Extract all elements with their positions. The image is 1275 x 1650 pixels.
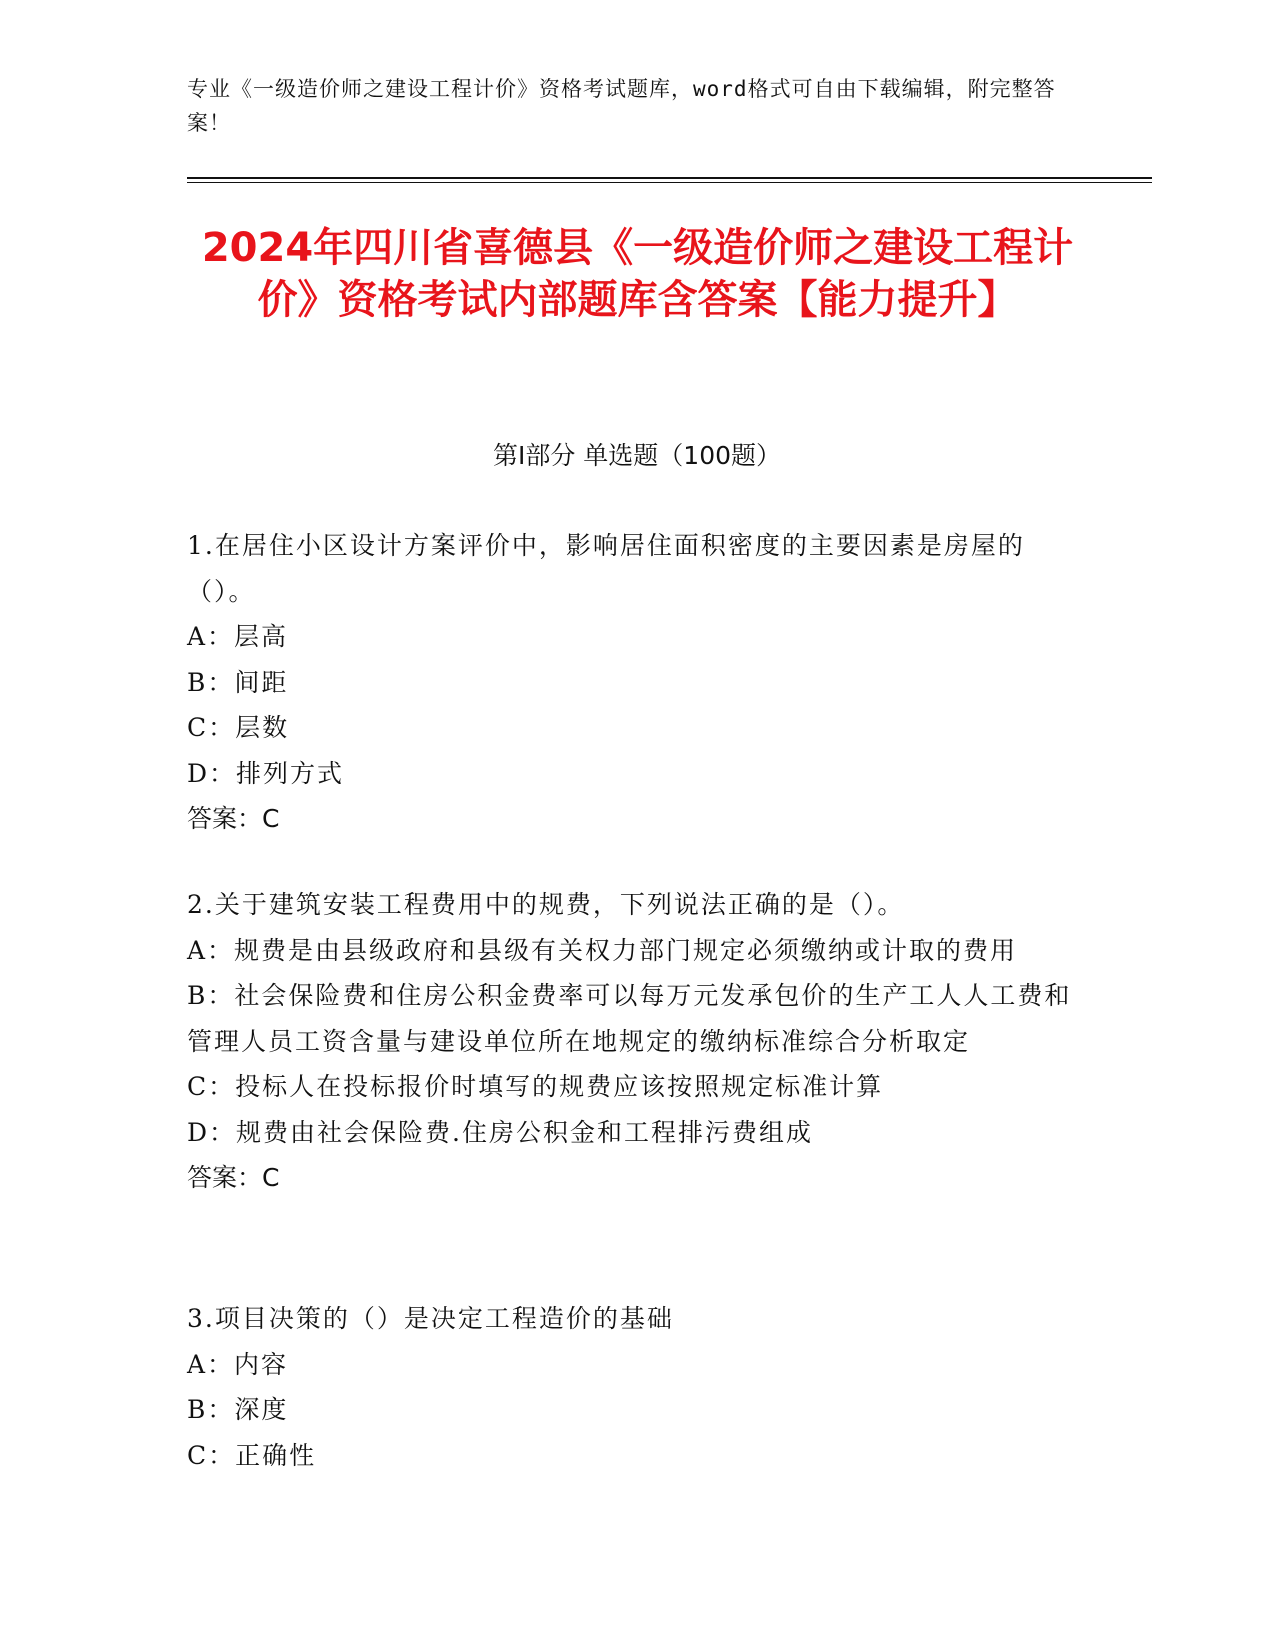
header-divider: [187, 177, 1152, 179]
question-stem: 1.在居住小区设计方案评价中，影响居住面积密度的主要因素是房屋的（）。: [187, 531, 1025, 606]
document-title: 2024年四川省喜德县《一级造价师之建设工程计价》资格考试内部题库含答案【能力提升】: [201, 225, 1074, 323]
section-heading: 第Ⅰ部分 单选题（100题）: [492, 441, 782, 470]
option-d: D：规费由社会保险费.住房公积金和工程排污费组成: [187, 1117, 813, 1147]
option-a: A：内容: [187, 1349, 289, 1379]
answer: 答案：C: [187, 1163, 280, 1192]
option-d: D：排列方式: [187, 758, 345, 788]
header-note: 专业《一级造价师之建设工程计价》资格考试题库，word格式可自由下载编辑，附完整答案！: [187, 77, 1056, 135]
header-divider-thin: [187, 182, 1152, 183]
option-c: C：投标人在投标报价时填写的规费应该按照规定标准计算: [187, 1072, 884, 1101]
option-c: C：层数: [187, 713, 290, 742]
option-b: B：社会保险费和住房公积金费率可以每万元发承包价的生产工人人工费和管理人员工资含量与建设单位所在地规定的缴纳标准综合分析取定: [187, 981, 1072, 1056]
option-a: A：层高: [187, 622, 289, 651]
question-2: [187, 882, 1087, 1201]
option-b: B：深度: [187, 1395, 289, 1424]
question-3: [187, 1296, 1087, 1478]
option-a: A：规费是由县级政府和县级有关权力部门规定必须缴纳或计取的费用: [187, 935, 1018, 965]
option-c: C：正确性: [187, 1440, 317, 1470]
option-b: B：间距: [187, 667, 289, 697]
answer: 答案：C: [187, 804, 280, 833]
question-stem: 3.项目决策的（）是决定工程造价的基础: [187, 1304, 674, 1333]
question-stem: 2.关于建筑安装工程费用中的规费，下列说法正确的是（）。: [187, 890, 905, 919]
question-1: [187, 523, 1087, 842]
